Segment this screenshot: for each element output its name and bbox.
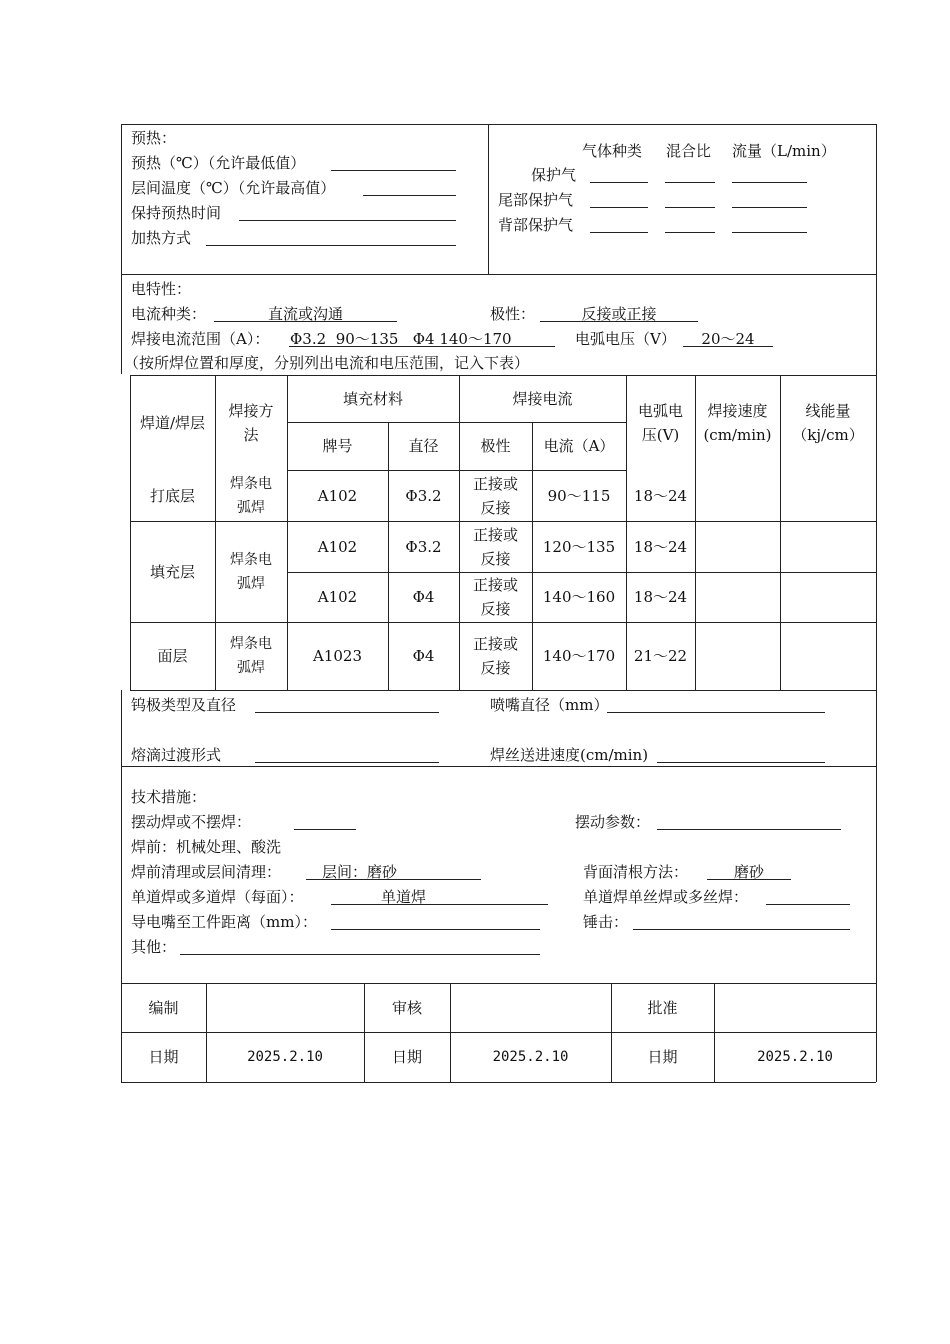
row-2-polarity: 正接或反接: [472, 525, 518, 568]
row-3-polarity: 正接或反接: [472, 576, 518, 618]
header-diameter: 直径: [408, 437, 439, 455]
electrical-title: 电特性：: [131, 280, 192, 298]
header-polarity: 极性: [480, 437, 511, 455]
row-4-polarity: 正接或反接: [472, 635, 518, 677]
tip-distance-label: 导电嘴至工件距离（mm）：: [131, 913, 317, 931]
gas-flow-header: 流量（L/min）: [732, 142, 836, 160]
tip-distance-field[interactable]: [331, 912, 540, 930]
row-1-diameter: Φ3.2: [405, 486, 442, 505]
compiled-field[interactable]: [206, 983, 364, 1032]
droplet-label: 熔滴过渡形式: [131, 746, 222, 764]
gas-type-field[interactable]: [590, 215, 648, 233]
compiled-label: 编制: [148, 998, 179, 1017]
preheat-temp-field[interactable]: [331, 153, 456, 171]
wire-count-field[interactable]: [766, 887, 850, 905]
row-1-pass: 打底层: [149, 486, 195, 505]
row-4-current: 140～170: [542, 647, 616, 665]
nozzle-field[interactable]: [607, 695, 825, 713]
row-1-method: 焊条电弧焊: [230, 475, 272, 516]
gas-row-label: 尾部保护气: [498, 191, 574, 209]
border-right: [876, 124, 877, 1082]
approved-field[interactable]: [714, 983, 876, 1032]
row-3-current: 140～160: [542, 588, 616, 606]
header-brand: 牌号: [322, 437, 353, 455]
approved-label: 批准: [647, 998, 678, 1017]
arc-voltage-value: 20～24: [701, 330, 755, 348]
pre-weld-treatment: 焊前：机械处理、酸洗: [131, 838, 282, 856]
row-4-voltage: 21～22: [633, 647, 688, 665]
gas-row-label: 保护气: [531, 166, 577, 184]
gas-ratio-header: 混合比: [666, 142, 712, 160]
header-energy: 线能量（kj/cm）: [792, 402, 864, 444]
polarity-value: 反接或正接: [581, 305, 657, 323]
weave-field[interactable]: [294, 812, 356, 830]
weave-param-field[interactable]: [657, 812, 841, 830]
date-label: 日期: [647, 1048, 678, 1066]
header-current-group: 焊接电流: [512, 389, 573, 408]
electrical-note: （按所焊位置和厚度，分别列出电流和电压范围，记入下表）: [124, 354, 530, 372]
hold-time-label: 保持预热时间: [131, 204, 222, 222]
current-type-label: 电流种类：: [131, 305, 207, 323]
pass-type-label: 单道焊或多道焊（每面）：: [131, 888, 304, 906]
date-label: 日期: [391, 1048, 422, 1066]
row-3-brand: A102: [317, 588, 358, 606]
gas-flow-field[interactable]: [732, 165, 807, 183]
compiled-date: 2025.2.10: [247, 1049, 323, 1065]
border-top: [121, 124, 876, 125]
hold-time-field[interactable]: [239, 203, 456, 221]
row-4-brand: A1023: [312, 647, 362, 665]
preheat-title: 预热：: [131, 129, 177, 147]
nozzle-label: 喷嘴直径（mm）: [490, 696, 609, 714]
row-2-method: 焊条电弧焊: [230, 551, 272, 592]
row-4-diameter: Φ4: [412, 647, 435, 665]
heating-method-label: 加热方式: [131, 229, 192, 247]
pass-type-value: 单道焊: [381, 888, 427, 906]
interpass-temp-label: 层间温度（℃）（允许最高值）: [131, 179, 336, 197]
reviewed-field[interactable]: [450, 983, 611, 1032]
hammer-field[interactable]: [633, 912, 850, 930]
gas-flow-field[interactable]: [732, 215, 807, 233]
header-filler: 填充材料: [342, 389, 403, 408]
section-divider-2: [121, 766, 876, 767]
row-1-polarity: 正接或反接: [472, 474, 518, 517]
row-4-method: 焊条电弧焊: [230, 636, 272, 676]
arc-voltage-label: 电弧电压（V）: [575, 330, 676, 348]
header-current: 电流（A）: [543, 437, 615, 455]
cleaning-value: 层间：磨砂: [322, 863, 398, 881]
weave-label: 摆动焊或不摆焊：: [131, 813, 252, 831]
weave-param-label: 摆动参数：: [575, 813, 651, 831]
row-3-voltage: 18～24: [633, 588, 688, 606]
current-type-value: 直流或沟通: [267, 305, 343, 323]
approved-date: 2025.2.10: [757, 1049, 833, 1065]
row-2-diameter: Φ3.2: [405, 537, 442, 556]
header-pass: 焊道/焊层: [139, 414, 206, 432]
reviewed-label: 审核: [391, 998, 422, 1017]
row-2-pass: 填充层: [149, 562, 195, 581]
row-2-brand: A102: [317, 537, 358, 556]
preheat-temp-label: 预热（℃）（允许最低值）: [131, 154, 306, 172]
current-range-value: Φ3.2 90～135 Φ4 140～170: [290, 330, 512, 348]
row-2-current: 120～135: [542, 537, 616, 556]
header-speed: 焊接速度(cm/min): [703, 402, 772, 444]
other-label: 其他：: [131, 938, 177, 956]
droplet-field[interactable]: [255, 745, 439, 763]
border-bottom: [121, 1082, 876, 1083]
heating-method-field[interactable]: [206, 228, 456, 246]
date-label: 日期: [148, 1048, 179, 1066]
header-method: 焊接方法: [228, 402, 274, 444]
header-voltage: 电弧电压(V): [637, 402, 683, 444]
reviewed-date: 2025.2.10: [492, 1049, 569, 1065]
wire-speed-field[interactable]: [657, 745, 825, 763]
row-2-voltage: 18～24: [633, 537, 688, 556]
wire-count-label: 单道焊单丝焊或多丝焊：: [583, 888, 749, 906]
other-field[interactable]: [180, 937, 540, 955]
border-left-upper: [121, 124, 122, 374]
section-divider-1: [121, 274, 876, 275]
table-bottom: [130, 690, 876, 691]
pass-type-field[interactable]: [331, 887, 548, 905]
gas-ratio-field[interactable]: [665, 190, 715, 208]
gas-type-field[interactable]: [590, 165, 648, 183]
preheat-gas-divider: [488, 124, 489, 274]
gas-flow-field[interactable]: [732, 190, 807, 208]
back-gouging-value: 磨砂: [733, 863, 764, 881]
row-4-pass: 面层: [157, 647, 188, 665]
interpass-temp-field[interactable]: [363, 178, 456, 196]
cleaning-label: 焊前清理或层间清理：: [131, 863, 282, 881]
current-range-label: 焊接电流范围（A）：: [131, 330, 270, 348]
polarity-label: 极性：: [490, 305, 536, 323]
row-1-voltage: 18～24: [633, 486, 688, 505]
gas-ratio-field[interactable]: [665, 165, 715, 183]
row-1-brand: A102: [317, 486, 358, 505]
row-3-diameter: Φ4: [412, 588, 435, 606]
tech-title: 技术措施：: [131, 788, 207, 806]
back-gouging-label: 背面清根方法：: [583, 863, 689, 881]
tungsten-field[interactable]: [255, 695, 439, 713]
wire-speed-label: 焊丝送进速度(cm/min): [490, 746, 649, 764]
tungsten-label: 钨极类型及直径: [131, 696, 237, 714]
gas-type-field[interactable]: [590, 190, 648, 208]
row-1-current: 90～115: [547, 486, 611, 505]
gas-type-header: 气体种类: [582, 142, 643, 160]
gas-row-label: 背部保护气: [498, 216, 574, 234]
gas-ratio-field[interactable]: [665, 215, 715, 233]
hammer-label: 锤击：: [583, 913, 629, 931]
